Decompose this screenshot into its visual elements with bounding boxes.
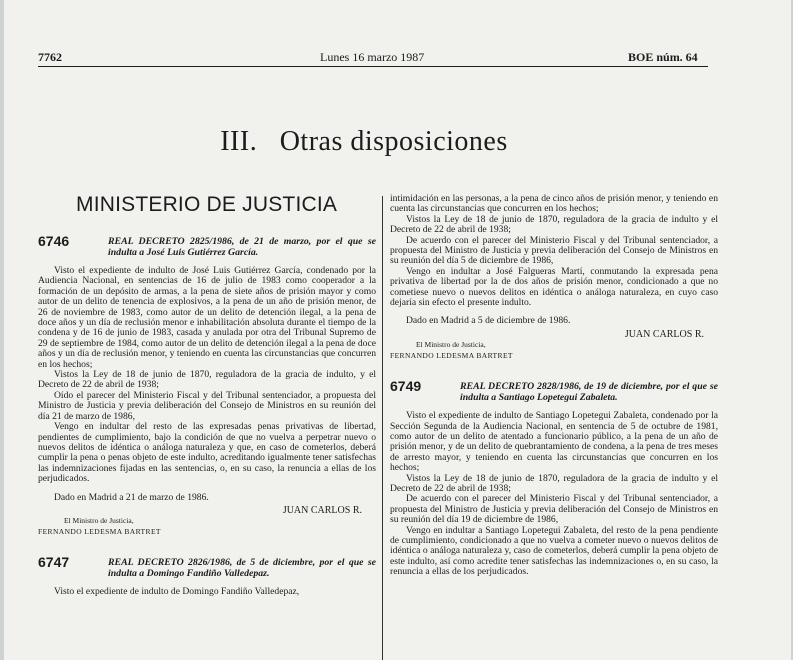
decree-title: REAL DECRETO 2826/1986, de 5 de diciembre, por el que se indulta a Domingo Fandiño Valledepaz. (108, 557, 376, 580)
decree-heading-6749 (390, 378, 718, 404)
paragraph: Oído el parecer del Ministerio Fiscal y del Tribunal sentenciador, a propuesta del Ministro de Justicia y previa deliberación del Consejo de Ministros en su reunión del día 21 de marzo de 1986, (38, 389, 376, 422)
paragraph: Visto el expediente de indulto de José Luis Gutiérrez García, condenado por la Audiencia Nacional, en sentencias de 16 de julio de 1983 como cooperador a la formación de un depósito de armas, a la pena de siete años de prisión mayor y como autor de un delito de tenencia de explosivos, a la pena de un año de prisión menor, de 26 de noviembre de 1983, como autor de un delito de detención ilegal, a la pena de doce años y un día de reclusión menor e inhabilitación absoluta durante el tiempo de la condena y de 16 de junio de 1983, casada y anulada por otra del Tribunal Supremo de 29 de septiembre de 1984, como autor de un delito de detención ilegal a la pena de doce años y un día de reclusión menor, y teniendo en cuenta las circunstancias que concurren en los hechos; (38, 265, 376, 370)
minister-label: El Ministro de Justicia, (416, 340, 486, 350)
boe-page (4, 0, 791, 660)
page-number: 7762 (38, 50, 62, 64)
decree-number: 6749 (390, 378, 422, 395)
paragraph: intimidación en las personas, a la pena de cinco años de prisión menor, y teniendo en cuenta las circunstancias que concurren en los hechos; (390, 193, 718, 215)
paragraph: Vistos la Ley de 18 de junio de 1870, reguladora de la gracia de indulto, y el Decreto de 22 de abril de 1938; (38, 369, 376, 391)
paragraph: Visto el expediente de indulto de Santiago Lopetegui Zabaleta, condenado por la Sección Segunda de la Audiencia Nacional, en sentencia de 5 de octubre de 1981, como autor de un delito de atentado a funcionario público, a la pena de un año de prisión menor, y de un delito de quebrantamiento de condena, a la pena de tres meses de arresto mayor, y teniendo en cuenta las circunstancias que concurren en los hechos; (390, 410, 718, 474)
header-rule (38, 66, 708, 67)
left-column (38, 233, 376, 598)
decree-heading-6747 (38, 554, 376, 580)
paragraph: Vengo en indultar a José Falgueras Martí, conmutando la expresada pena privativa de libertad por la de dos años de prisión menor, condicionado a que no cometiese nuevo o nuevos delitos en idéntica o análoga naturaleza, en cuyo caso dejaría sin efecto el presente indulto. (390, 265, 718, 309)
minister-name: FERNANDO LEDESMA BARTRET (38, 526, 161, 536)
king-signature: JUAN CARLOS R. (624, 328, 704, 340)
decree-number: 6747 (38, 554, 70, 571)
column-divider (382, 196, 383, 660)
king-signature: JUAN CARLOS R. (282, 504, 362, 516)
decree-title: REAL DECRETO 2825/1986, de 21 de marzo, por el que se indulta a José Luis Gutiérrez García. (108, 236, 376, 258)
paragraph: Vistos la Ley de 18 de junio de 1870, reguladora de la gracia de indulto y el Decreto de 22 de abril de 1938; (390, 213, 718, 236)
decree-number: 6746 (38, 233, 70, 249)
paragraph: Vengo en indultar del resto de las expresadas penas privativas de libertad, pendientes de cumplimiento, bajo la condición de que no vuelva a perpetrar nuevo o nuevos delitos de idéntica o análoga naturaleza y que, en caso de cometerlos, deberá cumplir la pena o penas objeto de este indulto, acreditando igualmente tener satisfechas las indemnizaciones fijadas en las sentencias, o, en su caso, la renuncia a ellas de los perjudicados. (38, 421, 376, 485)
ministry-heading: MINISTERIO DE JUSTICIA (76, 193, 338, 216)
decree-title: REAL DECRETO 2828/1986, de 19 de diciembre, por el que se indulta a Santiago Lopetegui Zabaleta. (460, 381, 718, 404)
dated-line: Dado en Madrid a 21 de marzo de 1986. (54, 491, 209, 503)
minister-name: FERNANDO LEDESMA BARTRET (390, 350, 513, 360)
decree-heading-6746 (38, 233, 376, 258)
section-title: III. Otras disposiciones (220, 126, 508, 157)
minister-label: El Ministro de Justicia, (64, 516, 134, 526)
paragraph: Vengo en indultar a Santiago Lopetegui Zabaleta, del resto de la pena pendiente de cumplimiento, condicionado a que no vuelva a cometer nuevo o nuevos delitos de idéntica o análoga naturaleza y, caso de cometerlos, deberá cumplir la pena objeto de este indulto, así como acredite tener satisfechas las indemnizaciones o, en su caso, la renuncia a ellas de los perjudicados. (390, 524, 718, 578)
dated-line: Dado en Madrid a 5 de diciembre de 1986. (406, 315, 571, 327)
paragraph: De acuerdo con el parecer del Ministerio Fiscal y del Tribunal sentenciador, a propuesta del Ministro de Justicia y previa deliberación del Consejo de Ministros en su reunión del día 19 de diciembre de 1986, (390, 493, 718, 526)
right-column (390, 194, 718, 578)
paragraph: De acuerdo con el parecer del Ministerio Fiscal y del Tribunal sentenciador, a propuesta del Ministro de Justicia y previa deliberación del Consejo de Ministros en su reunión del día 5 de diciembre de 1986, (390, 234, 718, 267)
paragraph: Vistos la Ley de 18 de junio de 1870, reguladora de la gracia de indulto y el Decreto de 22 de abril de 1938; (390, 472, 718, 494)
paragraph: Visto el expediente de indulto de Domingo Fandiño Valledepaz, (54, 586, 300, 598)
boe-number: BOE núm. 64 (628, 50, 698, 64)
issue-date: Lunes 16 marzo 1987 (320, 50, 425, 64)
